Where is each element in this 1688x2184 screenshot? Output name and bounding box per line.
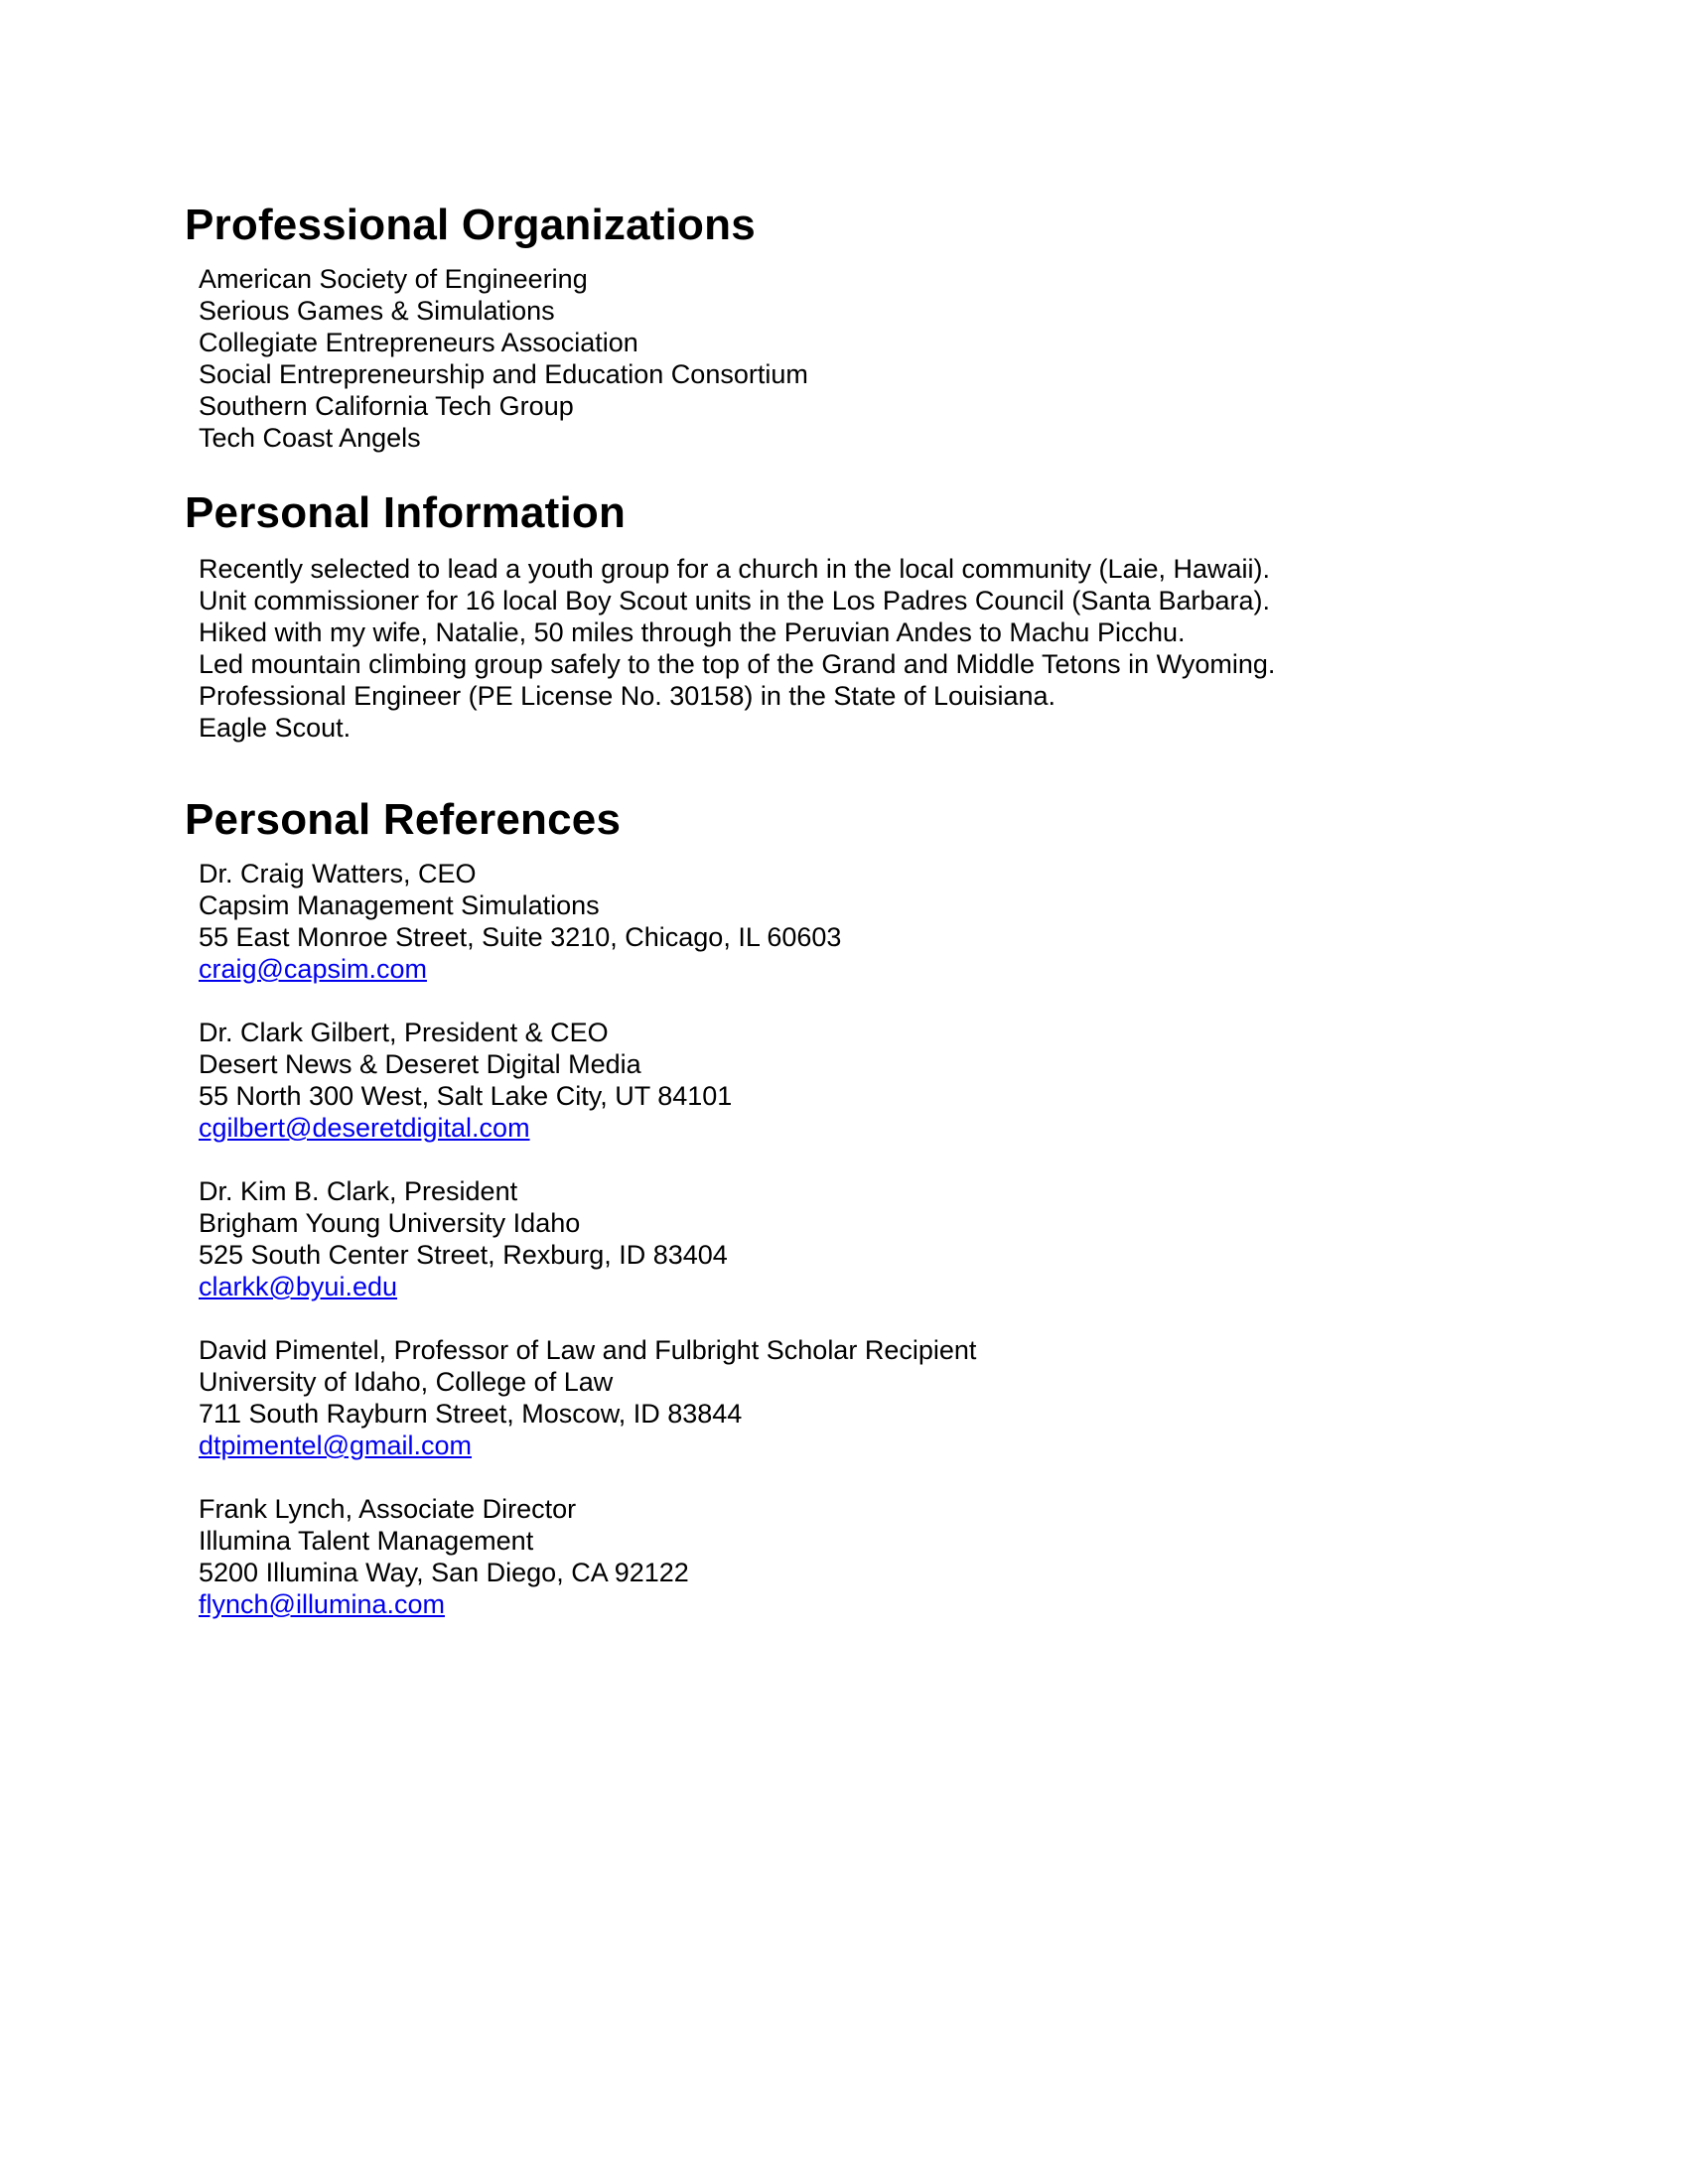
reference-name: Dr. Craig Watters, CEO xyxy=(199,859,477,888)
organization-item: Southern California Tech Group xyxy=(199,391,574,421)
organizations-list xyxy=(199,263,1575,454)
personal-information-section xyxy=(185,487,1575,744)
reference-address: 5200 Illumina Way, San Diego, CA 92122 xyxy=(199,1558,689,1587)
personal-references-section xyxy=(185,794,1575,1652)
personal-info-item: Unit commissioner for 16 local Boy Scout units in the Los Padres Council (Santa Barbara). xyxy=(199,586,1271,615)
personal-info-item: Hiked with my wife, Natalie, 50 miles through the Peruvian Andes to Machu Picchu. xyxy=(199,617,1186,647)
reference-address: 711 South Rayburn Street, Moscow, ID 83844 xyxy=(199,1399,743,1429)
reference-organization: Capsim Management Simulations xyxy=(199,890,600,920)
reference-address: 525 South Center Street, Rexburg, ID 83404 xyxy=(199,1240,728,1270)
personal-info-item: Recently selected to lead a youth group for a church in the local community (Laie, Hawaii). xyxy=(199,554,1271,584)
reference-name: David Pimentel, Professor of Law and Fulbright Scholar Recipient xyxy=(199,1335,977,1365)
reference-email-link[interactable]: dtpimentel@gmail.com xyxy=(199,1431,473,1460)
organization-item: Tech Coast Angels xyxy=(199,423,421,453)
personal-information-list xyxy=(199,553,1575,744)
reference-email-link[interactable]: flynch@illumina.com xyxy=(199,1589,445,1619)
reference-address: 55 North 300 West, Salt Lake City, UT 84101 xyxy=(199,1081,733,1111)
personal-references-heading: Personal References xyxy=(185,795,622,844)
reference-entry xyxy=(199,1017,1575,1144)
organization-item: Serious Games & Simulations xyxy=(199,296,555,326)
reference-organization: Desert News & Deseret Digital Media xyxy=(199,1049,641,1079)
reference-organization: Brigham Young University Idaho xyxy=(199,1208,581,1238)
reference-entry xyxy=(199,858,1575,985)
organization-item: American Society of Engineering xyxy=(199,264,588,294)
personal-info-item: Led mountain climbing group safely to the top of the Grand and Middle Tetons in Wyoming. xyxy=(199,649,1276,679)
reference-name: Frank Lynch, Associate Director xyxy=(199,1494,577,1524)
personal-info-item: Eagle Scout. xyxy=(199,713,352,743)
reference-entry xyxy=(199,1493,1575,1620)
personal-info-item: Professional Engineer (PE License No. 30158) in the State of Louisiana. xyxy=(199,681,1056,711)
references-list xyxy=(199,858,1575,1620)
personal-information-heading: Personal Information xyxy=(185,488,627,537)
reference-entry xyxy=(199,1334,1575,1461)
reference-organization: Illumina Talent Management xyxy=(199,1526,534,1556)
reference-email-link[interactable]: clarkk@byui.edu xyxy=(199,1272,397,1301)
reference-email-link[interactable]: cgilbert@deseretdigital.com xyxy=(199,1113,530,1143)
reference-address: 55 East Monroe Street, Suite 3210, Chicago, IL 60603 xyxy=(199,922,842,952)
reference-email-link[interactable]: craig@capsim.com xyxy=(199,954,427,984)
reference-entry xyxy=(199,1175,1575,1302)
reference-name: Dr. Clark Gilbert, President & CEO xyxy=(199,1018,609,1047)
professional-organizations-section xyxy=(185,200,1575,454)
professional-organizations-heading: Professional Organizations xyxy=(185,201,756,249)
reference-organization: University of Idaho, College of Law xyxy=(199,1367,614,1397)
reference-name: Dr. Kim B. Clark, President xyxy=(199,1176,518,1206)
organization-item: Collegiate Entrepreneurs Association xyxy=(199,328,638,357)
organization-item: Social Entrepreneurship and Education Consortium xyxy=(199,359,808,389)
